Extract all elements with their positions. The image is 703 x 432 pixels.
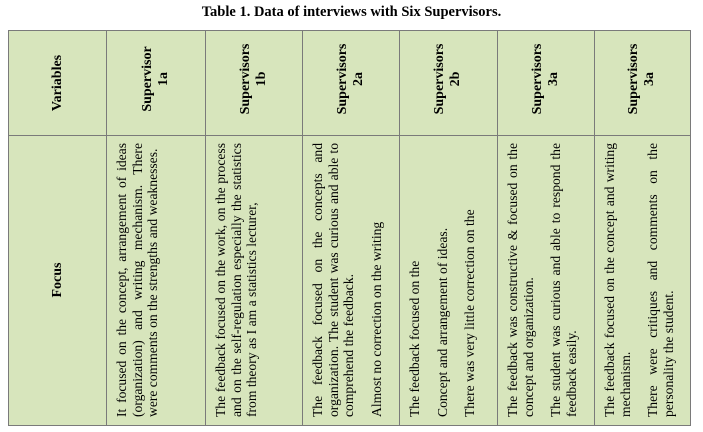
focus-paragraph: Concept and arrangement of ideas. — [434, 227, 450, 417]
focus-cell — [106, 135, 205, 425]
focus-cell — [205, 135, 302, 425]
variables-label: Variables — [49, 54, 65, 112]
header-supervisor-cell — [497, 31, 594, 135]
supervisor-name: Supervisors — [334, 43, 350, 115]
supervisor-code: 2b — [448, 71, 463, 87]
supervisor-code: 3a — [545, 72, 561, 86]
supervisor-name: Supervisors — [432, 43, 447, 115]
focus-cell — [399, 135, 497, 425]
header-supervisor-cell — [399, 31, 497, 135]
focus-paragraph: It focused on the concept, arrangement of ideas (organization) and writing mechanism. There were comments on the strengths and weaknesses. — [114, 143, 161, 417]
focus-label: Focus — [49, 262, 65, 298]
focus-paragraph: There were critiques and comments on the personality the student. — [645, 143, 676, 417]
focus-paragraph: There was very little correction on the — [462, 209, 478, 417]
focus-paragraph: The feedback focused on the — [407, 260, 422, 417]
focus-paragraph: The student was curious and able to respond the feedback easily. — [548, 143, 579, 417]
supervisor-code: 3a — [642, 72, 657, 86]
supervisor-name: Supervisor — [139, 46, 155, 112]
focus-label-cell — [9, 135, 106, 425]
table-title: Table 1. Data of interviews with Six Supervisors. — [201, 4, 502, 20]
header-supervisor-cell — [106, 31, 205, 135]
supervisor-code: 1b — [253, 71, 269, 87]
focus-paragraph: The feedback focused on the concept and writing mechanism. — [602, 143, 633, 417]
supervisor-code: 2a — [350, 72, 366, 86]
supervisor-name: Supervisors — [529, 43, 545, 115]
focus-cell — [594, 135, 690, 425]
focus-cell — [302, 135, 399, 425]
supervisor-code: 1a — [155, 72, 171, 86]
focus-paragraph: The feedback focused on the work, on the process and on the self-regulation especially the statistics from theory as I am a statistics lecturer, — [213, 143, 260, 417]
focus-paragraph: Almost no correction on the writing — [368, 221, 384, 417]
focus-paragraph: The feedback focused on the concepts and organization. The student was curious and able to comprehend the feedback. — [310, 143, 357, 417]
header-supervisor-cell — [205, 31, 302, 135]
interview-table — [8, 30, 691, 426]
header-supervisor-cell — [302, 31, 399, 135]
focus-paragraph: The feedback was constructive & focused on the concept and organization. — [505, 143, 536, 417]
supervisor-name: Supervisors — [626, 43, 641, 115]
focus-cell — [497, 135, 594, 425]
supervisor-name: Supervisors — [237, 43, 253, 115]
header-variables-cell — [9, 31, 106, 135]
header-supervisor-cell — [594, 31, 690, 135]
